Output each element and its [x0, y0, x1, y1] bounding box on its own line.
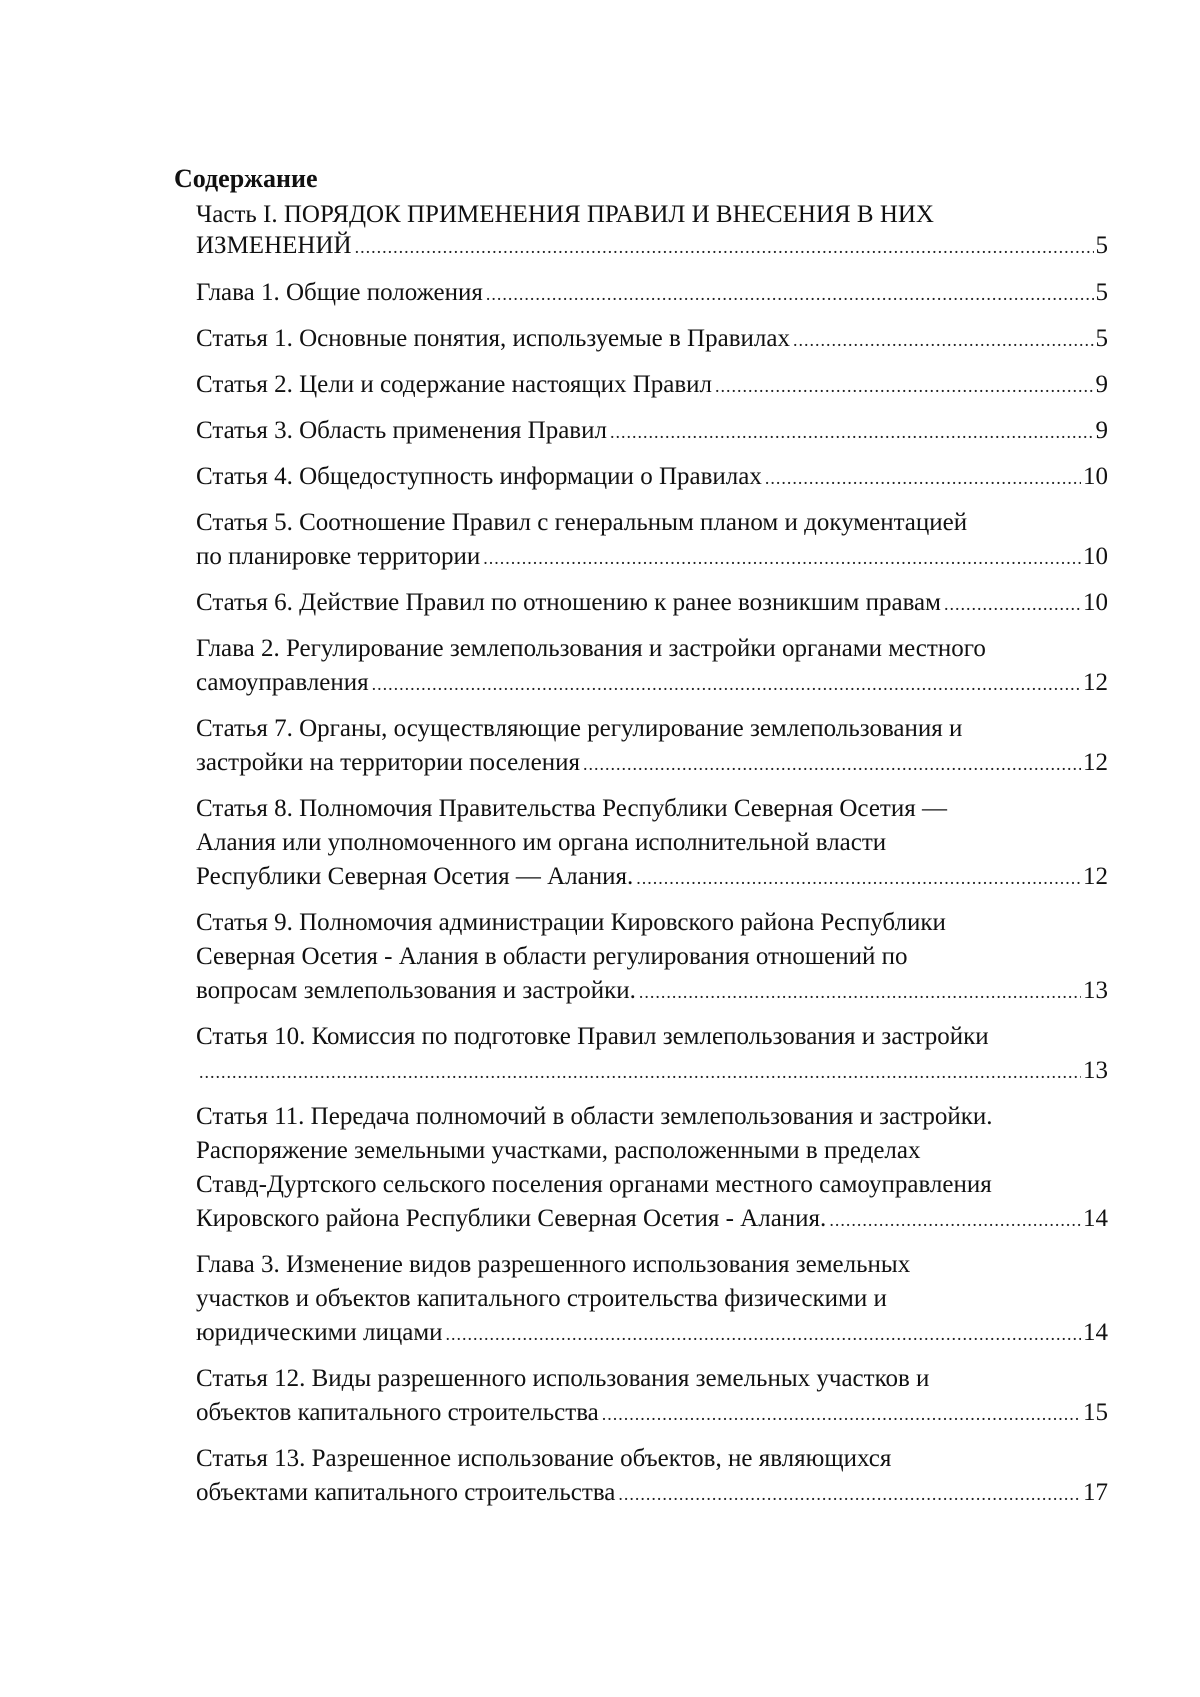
toc-page-number: 9	[1095, 371, 1108, 398]
toc-entry[interactable]	[196, 199, 1108, 263]
toc-entry[interactable]	[196, 276, 1108, 311]
toc-entry[interactable]	[196, 792, 1108, 895]
toc-entry-last-line	[196, 230, 1108, 263]
toc-entry[interactable]	[196, 1442, 1108, 1511]
toc-page-number: 14	[1083, 1319, 1108, 1346]
toc-entry-title: застройки на территории поселения	[196, 749, 581, 776]
toc-entry-title: Глава 1. Общие положения	[196, 279, 483, 306]
toc-page-number: 12	[1083, 669, 1108, 696]
dot-leader	[602, 1397, 1081, 1431]
toc-entry-title: объектов капитального строительства	[196, 1399, 599, 1426]
toc-entry-last-line	[196, 1054, 1108, 1089]
toc-page-number: 5	[1095, 232, 1108, 259]
toc-entry-last-line	[196, 414, 1108, 449]
toc-entry-text-line: Статья 5. Соотношение Правил с генеральным планом и документацией	[196, 509, 968, 536]
toc-page-number: 5	[1095, 279, 1108, 306]
toc-entry-title: ИЗМЕНЕНИЙ	[196, 232, 352, 259]
toc-entry-last-line	[196, 368, 1108, 403]
toc-entry-last-line	[196, 540, 1108, 575]
toc-page-number: 10	[1083, 589, 1108, 616]
toc-entry-text-line: Статья 9. Полномочия администрации Кировского района Республики	[196, 909, 946, 936]
toc-page-number: 10	[1083, 543, 1108, 570]
toc-entry-last-line	[196, 276, 1108, 311]
toc-entry[interactable]	[196, 586, 1108, 621]
toc-entry[interactable]	[196, 1100, 1108, 1237]
toc-entry-text-line: Статья 7. Органы, осуществляющие регулирование землепользования и	[196, 715, 963, 742]
toc-entry-title: Статья 3. Область применения Правил	[196, 417, 607, 444]
dot-leader	[639, 975, 1081, 1009]
toc-entry-text-line: Глава 2. Регулирование землепользования и застройки органами местного	[196, 635, 986, 662]
toc-page-number: 17	[1083, 1479, 1108, 1506]
dot-leader	[715, 369, 1093, 403]
toc-entry-title: Статья 6. Действие Правил по отношению к ранее возникшим правам	[196, 589, 941, 616]
toc-entry[interactable]	[196, 460, 1108, 495]
toc-page-number: 12	[1083, 863, 1108, 890]
toc-entry[interactable]	[196, 1020, 1108, 1089]
toc-entry-last-line	[196, 746, 1108, 781]
toc-entry-text-line: Ставд-Дуртского сельского поселения органами местного самоуправления	[196, 1171, 992, 1198]
toc-entry-title: по планировке территории	[196, 543, 481, 570]
toc-page-number: 13	[1083, 977, 1108, 1004]
toc-page-number: 9	[1095, 417, 1108, 444]
dot-leader	[372, 667, 1081, 701]
toc-entry-last-line	[196, 974, 1108, 1009]
dot-leader	[765, 461, 1081, 495]
toc-entry[interactable]	[196, 712, 1108, 781]
dot-leader	[618, 1477, 1081, 1511]
dot-leader	[199, 1055, 1081, 1089]
toc-entry-title: Статья 2. Цели и содержание настоящих Правил	[196, 371, 713, 398]
toc-entry-last-line	[196, 1476, 1108, 1511]
toc-entry[interactable]	[196, 414, 1108, 449]
toc-entry-last-line	[196, 860, 1108, 895]
toc-page-number: 12	[1083, 749, 1108, 776]
toc-entry-text-line: Статья 13. Разрешенное использование объектов, не являющихся	[196, 1445, 892, 1472]
dot-leader	[583, 747, 1081, 781]
toc-entry[interactable]	[196, 632, 1108, 701]
dot-leader	[610, 415, 1094, 449]
toc-entry[interactable]	[196, 906, 1108, 1009]
toc-entry-last-line	[196, 1396, 1108, 1431]
toc-entry-text-line: Часть I. ПОРЯДОК ПРИМЕНЕНИЯ ПРАВИЛ И ВНЕСЕНИЯ В НИХ	[196, 201, 934, 228]
dot-leader	[829, 1203, 1081, 1237]
dot-leader	[793, 323, 1094, 357]
toc-list	[196, 199, 1108, 1522]
toc-entry-text-line: Северная Осетия - Алания в области регулирования отношений по	[196, 943, 908, 970]
toc-entry[interactable]	[196, 368, 1108, 403]
toc-page-number: 13	[1083, 1057, 1108, 1084]
toc-entry-last-line	[196, 586, 1108, 621]
toc-entry-title: Статья 4. Общедоступность информации о Правилах	[196, 463, 762, 490]
toc-entry-text-line: Распоряжение земельными участками, расположенными в пределах	[196, 1137, 921, 1164]
toc-entry-text-line: Статья 11. Передача полномочий в области землепользования и застройки.	[196, 1103, 993, 1130]
dot-leader	[944, 587, 1081, 621]
toc-entry-text-line: Глава 3. Изменение видов разрешенного использования земельных	[196, 1251, 911, 1278]
dot-leader	[446, 1317, 1081, 1351]
toc-entry[interactable]	[196, 506, 1108, 575]
toc-entry-last-line	[196, 460, 1108, 495]
toc-entry-title: объектами капитального строительства	[196, 1479, 616, 1506]
toc-entry-last-line	[196, 666, 1108, 701]
toc-entry-title: самоуправления	[196, 669, 369, 696]
toc-entry-title: Кировского района Республики Северная Осетия - Алания.	[196, 1205, 827, 1232]
toc-entry-title: Статья 1. Основные понятия, используемые в Правилах	[196, 325, 790, 352]
dot-leader	[483, 541, 1081, 575]
toc-entry-last-line	[196, 1202, 1108, 1237]
toc-entry-text-line: участков и объектов капитального строительства физическими и	[196, 1285, 887, 1312]
toc-entry-title: юридическими лицами	[196, 1319, 443, 1346]
toc-page-number: 10	[1083, 463, 1108, 490]
toc-entry[interactable]	[196, 1362, 1108, 1431]
dot-leader	[355, 232, 1094, 263]
toc-page-number: 5	[1095, 325, 1108, 352]
toc-page-number: 14	[1083, 1205, 1108, 1232]
toc-entry-text-line: Статья 12. Виды разрешенного использования земельных участков и	[196, 1365, 930, 1392]
toc-entry-text-line: Статья 10. Комиссия по подготовке Правил землепользования и застройки	[196, 1023, 989, 1050]
toc-entry-title: Республики Северная Осетия — Алания.	[196, 863, 634, 890]
toc-entry-text-line: Статья 8. Полномочия Правительства Республики Северная Осетия —	[196, 795, 947, 822]
toc-entry-title: вопросам землепользования и застройки.	[196, 977, 636, 1004]
dot-leader	[486, 277, 1094, 311]
toc-entry[interactable]	[196, 322, 1108, 357]
toc-entry-last-line	[196, 1316, 1108, 1351]
dot-leader	[636, 861, 1081, 895]
toc-entry-last-line	[196, 322, 1108, 357]
toc-heading: Содержание	[174, 164, 318, 193]
toc-page-number: 15	[1083, 1399, 1108, 1426]
toc-entry[interactable]	[196, 1248, 1108, 1351]
toc-entry-text-line: Алания или уполномоченного им органа исполнительной власти	[196, 829, 887, 856]
